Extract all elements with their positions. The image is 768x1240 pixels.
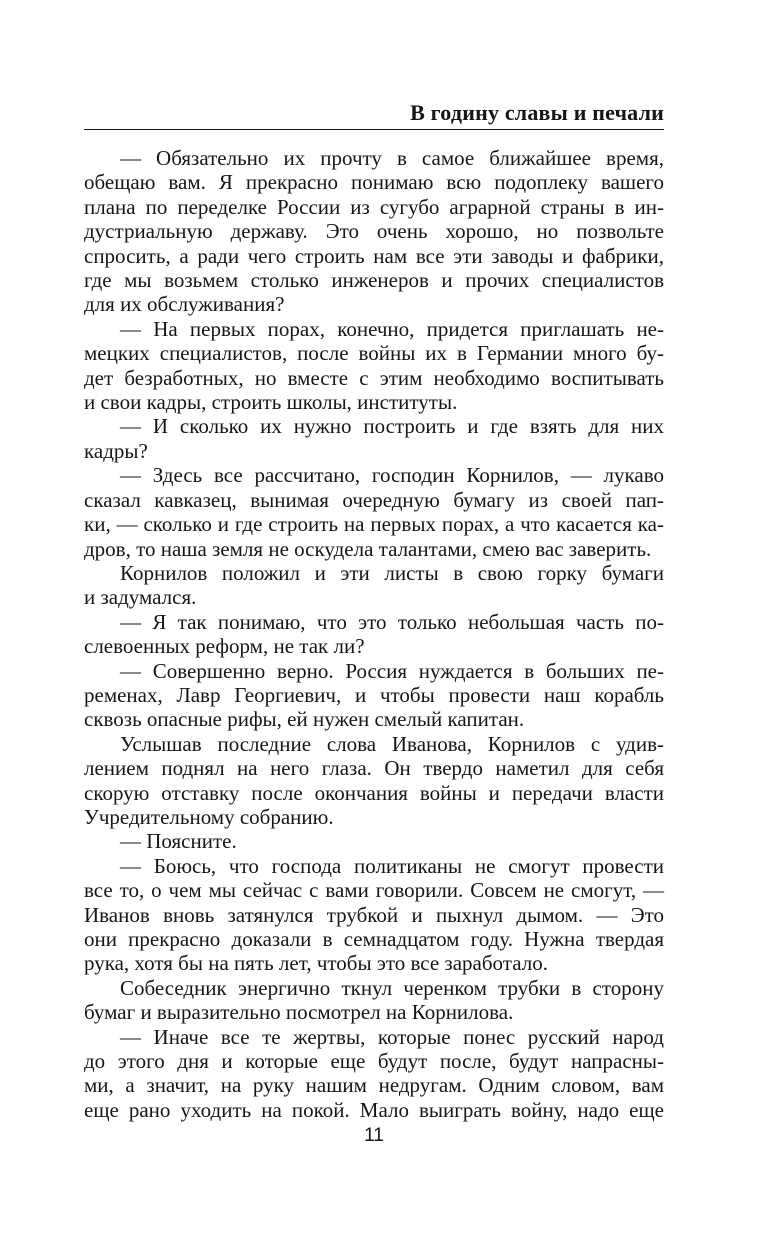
text-line: — Боюсь, что господа политиканы не смогут провести <box>120 853 664 878</box>
text-line: — Обязательно их прочту в самое ближайшее время, <box>120 146 664 170</box>
text-line: — И сколько их нужно построить и где взять для них <box>120 414 664 439</box>
text-line: — Иначе все те жертвы, которые понес русский народ <box>120 1024 664 1049</box>
text-line: где мы возьмем столько инженеров и прочих специалистов <box>84 268 664 293</box>
text-line: Услышав последние слова Иванова, Корнилов с удив- <box>120 731 664 756</box>
text-line: ми, а значит, на руку нашим недругам. Одним словом, вам <box>84 1073 664 1098</box>
text-line: — На первых порах, конечно, придется приглашать не- <box>120 316 664 341</box>
text-line: для их обслуживания? <box>84 292 285 317</box>
text-line: — Поясните. <box>120 829 237 854</box>
text-line: и задумался. <box>84 585 197 610</box>
running-head: В годину славы и печали <box>410 100 664 125</box>
text-line: спросить, а ради чего строить нам все эти заводы и фабрики, <box>84 243 664 268</box>
text-line: и свои кадры, строить школы, институты. <box>84 390 458 415</box>
text-line: ременах, Лавр Георгиевич, и чтобы провести наш корабль <box>84 682 664 707</box>
text-line: мецких специалистов, после войны их в Германии много бу- <box>84 341 664 366</box>
text-line: сказал кавказец, вынимая очередную бумагу из своей пап- <box>84 487 664 512</box>
text-line: кадры? <box>84 438 148 463</box>
text-line: — Здесь все рассчитано, господин Корнилов, — лукаво <box>120 463 664 488</box>
text-line: Иванов вновь затянулся трубкой и пыхнул дымом. — Это <box>84 902 664 927</box>
text-line: — Совершенно верно. Россия нуждается в больших пе- <box>120 658 664 683</box>
page-number: 11 <box>364 1125 384 1146</box>
text-line: бумаг и выразительно посмотрел на Корнилова. <box>84 1000 514 1025</box>
text-line: Собеседник энергично ткнул черенком трубки в сторону <box>120 975 664 1000</box>
text-line: ки, — сколько и где строить на первых порах, а что касается ка- <box>84 512 664 537</box>
text-line: слевоенных реформ, не так ли? <box>84 634 365 659</box>
text-line: еще рано уходить на покой. Мало выиграть войну, надо еще <box>84 1097 664 1122</box>
body-text <box>84 146 664 1122</box>
text-line: дет безработных, но вместе с этим необходимо воспитывать <box>84 365 664 390</box>
text-line: до этого дня и которые еще будут после, будут напрасны- <box>84 1049 664 1074</box>
text-line: все то, о чем мы сейчас с вами говорили. Совсем не смогут, — <box>84 878 664 903</box>
text-line: обещаю вам. Я прекрасно понимаю всю подоплеку вашего <box>84 170 664 195</box>
text-line: рука, хотя бы на пять лет, чтобы это все заработало. <box>84 951 548 976</box>
text-line: Учредительному собранию. <box>84 804 334 829</box>
text-line: они прекрасно доказали в семнадцатом году. Нужна твердая <box>84 927 664 951</box>
header-rule <box>84 129 664 130</box>
text-line: — Я так понимаю, что это только небольшая часть по- <box>120 609 664 634</box>
text-line: скорую отставку после окончания войны и передачи власти <box>84 780 664 805</box>
text-line: дров, то наша земля не оскудела талантами, смею вас заверить. <box>84 536 652 561</box>
text-line: плана по переделке России из сугубо аграрной страны в ин- <box>84 194 664 219</box>
text-line: сквозь опасные рифы, ей нужен смелый капитан. <box>84 707 525 732</box>
text-line: лением поднял на него глаза. Он твердо наметил для себя <box>84 756 664 781</box>
text-line: дустриальную державу. Это очень хорошо, но позвольте <box>84 219 664 244</box>
text-line: Корнилов положил и эти листы в свою горку бумаги <box>120 560 664 585</box>
